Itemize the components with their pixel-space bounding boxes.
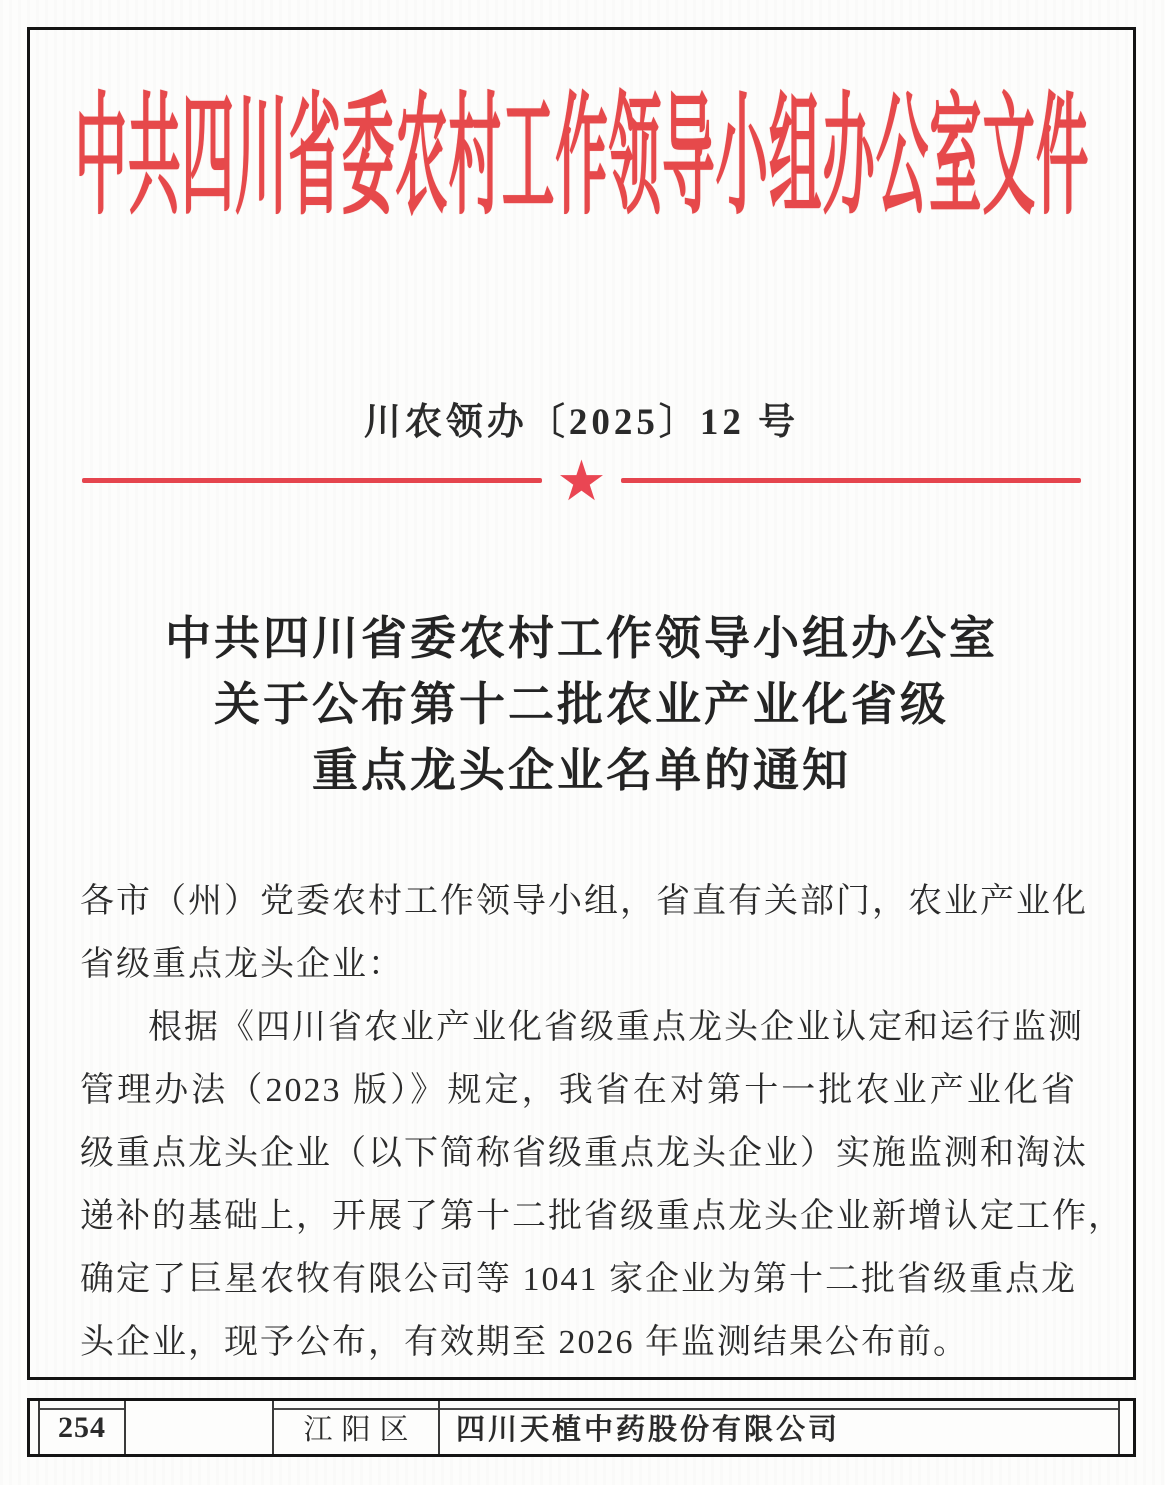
table-left-edge-cell [30, 1401, 38, 1454]
salutation-line-2: 省级重点龙头企业： [80, 946, 404, 983]
red-divider [82, 449, 1081, 514]
table-row [30, 1401, 1133, 1454]
notice-body [30, 870, 1133, 1374]
document-number: 川农领办〔2025〕12 号 [363, 402, 800, 443]
document-frame [27, 27, 1136, 1380]
notice-title-line-3: 重点龙头企业名单的通知 [312, 745, 851, 796]
table-cell-city [124, 1401, 272, 1454]
paragraph-line-3: 级重点龙头企业（以下简称省级重点龙头企业）实施监测和淘汰 [80, 1135, 1088, 1172]
notice-title-line-1: 中共四川省委农村工作领导小组办公室 [165, 613, 998, 664]
paragraph-line-2: 管理办法（2023 版）》规定，我省在对第十一批农业产业化省 [80, 1072, 1077, 1109]
bottom-table-strip [27, 1398, 1136, 1457]
letterhead-title: 中共四川省委农村工作领导小组办公室文件 [74, 83, 1089, 231]
star-icon: ★ [556, 449, 607, 514]
letterhead [30, 75, 1133, 240]
paragraph-line-1: 根据《四川省农业产业化省级重点龙头企业认定和运行监测 [148, 1009, 1084, 1046]
notice-title [30, 606, 1133, 804]
table-right-edge-cell [1118, 1401, 1133, 1454]
table-cell-company: 四川天植中药股份有限公司 [438, 1401, 1118, 1454]
paragraph-line-4: 递补的基础上，开展了第十二批省级重点龙头企业新增认定工作， [80, 1198, 1124, 1235]
table-cell-district: 江阳区 [272, 1401, 438, 1454]
red-divider-left-bar [82, 478, 542, 483]
red-divider-right-bar [621, 478, 1081, 483]
paragraph-line-6: 头企业，现予公布，有效期至 2026 年监测结果公布前。 [80, 1324, 969, 1361]
table-cell-index: 254 [38, 1401, 124, 1454]
notice-title-line-2: 关于公布第十二批农业产业化省级 [214, 679, 949, 730]
paragraph-line-5: 确定了巨星农牧有限公司等 1041 家企业为第十二批省级重点龙 [80, 1261, 1077, 1298]
salutation-line-1: 各市（州）党委农村工作领导小组，省直有关部门，农业产业化 [80, 883, 1088, 920]
